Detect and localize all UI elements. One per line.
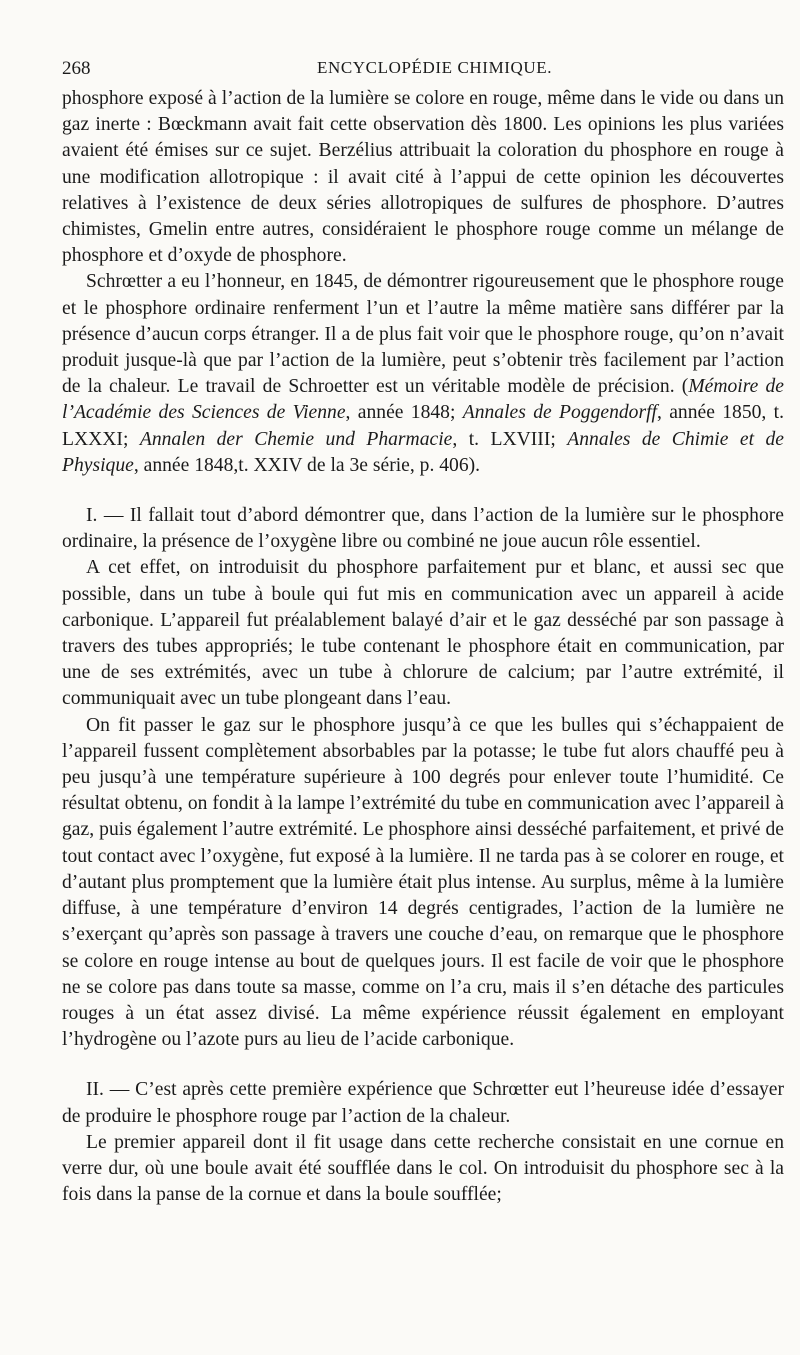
citation-title: Mémoire de l’Académie des Sciences de Vienne — [62, 376, 784, 424]
text-run: II. — C’est après cette première expérience que Schrœtter eut l’heureuse idée d’essayer de produire le phosphore rouge par l’action de la chaleur. — [62, 1079, 784, 1127]
section-ii-paragraph — [62, 1077, 784, 1129]
paragraph-first-apparatus — [62, 1130, 784, 1209]
body-text — [62, 86, 784, 1208]
text-run: , t. LXVIII; — [452, 428, 568, 450]
text-run: Schrœtter a eu l’honneur, en 1845, de démontrer rigoureusement que le phosphore rouge et le phosphore ordinaire renferment l’un et l’autre la même matière sans différer par la présence d’aucun corps étranger. Il a de plus fait voir que le phosphore rouge, qu’on n’avait produit jusque-là que par l’action de la lumière, peut s’obtenir très facilement par l’action de la chaleur. Le travail de Schroetter est un véritable modèle de précision. ( — [62, 271, 784, 398]
text-run: A cet effet, on introduisit du phosphore parfaitement pur et blanc, et aussi sec que possible, dans un tube à boule qui fut mis en communication avec un appareil à acide carbonique. L’appareil fut préalablement balayé d’air et le gaz desséché par son passage à travers des tubes appropriés; le tube contenant le phosphore était en communication, par une de ses extrémités, avec un tube à chlorure de calcium; par l’autre extrémité, il communiquait avec un tube plongeant dans l’eau. — [62, 557, 784, 710]
citation-title: Annalen der Chemie und Pharmacie — [139, 428, 453, 450]
paragraph-experiment — [62, 713, 784, 1054]
section-i-paragraph — [62, 503, 784, 555]
page-header — [62, 58, 762, 84]
paragraph-apparatus — [62, 555, 784, 712]
text-run: On fit passer le gaz sur le phosphore jusqu’à ce que les bulles qui s’échappaient de l’appareil fussent complètement absorbables par la potasse; le tube fut alors chauffé peu à peu jusqu’à une température supérieure à 100 degrés pour enlever toute l’humidité. Ce résultat obtenu, on fondit à la lampe l’extrémité du tube en communication avec l’appareil à gaz, puis également l’autre extrémité. Le phosphore ainsi desséché parfaitement, et privé de tout contact avec l’oxygène, fut exposé à la lumière. Il ne tarda pas à se colorer en rouge, et d’autant plus promptement que la lumière était plus intense. Au surplus, même à la lumière diffuse, à une température d’environ 14 degrés centigrades, l’action de la lumière ne s’exerçant qu’après son passage à travers une couche d’eau, on remarque que le phosphore se colore en rouge intense au bout de quelques jours. Il est facile de voir que le phosphore ne se colore pas dans toute sa masse, comme on l’a cru, mais il s’en détache des particules rouges à un état assez divisé. La même expérience réussit également en employant l’hydrogène ou l’azote purs au lieu de l’acide carbonique. — [62, 714, 784, 1051]
text-run: , année 1850, t. LXXXI; — [62, 402, 784, 450]
running-title: ENCYCLOPÉDIE CHIMIQUE. — [317, 58, 553, 77]
text-run: phosphore exposé à l’action de la lumière se colore en rouge, même dans le vide ou dans un gaz inerte : Bœckmann avait fait cette observation dès 1800. Les opinions les plus variées avaient été émises sur ce sujet. Berzélius attribuait la coloration du phosphore en rouge à une modification allotropique : il avait cité à l’appui de cette opinion les découvertes relatives à l’existence de deux séries allotropiques de sulfures de phosphore. D’autres chimistes, Gmelin entre autres, considéraient le phosphore rouge comme un mélange de phosphore et d’oxyde de phosphore. — [62, 88, 784, 267]
text-run: , année 1848; — [345, 402, 463, 424]
citation-title: Annales de Chimie et de Physique — [62, 428, 784, 476]
paragraph-schroetter — [62, 269, 784, 479]
paragraph-continuation — [62, 86, 784, 269]
text-run: Le premier appareil dont il fit usage dans cette recherche consistait en une cornue en verre dur, où une boule avait été soufflée dans le col. On introduisit du phosphore sec à la fois dans la panse de la cornue et dans la boule soufflée; — [62, 1131, 784, 1206]
text-run: I. — Il fallait tout d’abord démontrer que, dans l’action de la lumière sur le phosphore ordinaire, la présence de l’oxygène libre ou combiné ne joue aucun rôle essentiel. — [62, 505, 784, 553]
citation-title: Annales de Poggendorff — [462, 402, 657, 424]
text-run: , année 1848,t. XXIV de la 3e série, p. 406). — [133, 454, 481, 476]
page-number: 268 — [62, 58, 91, 79]
